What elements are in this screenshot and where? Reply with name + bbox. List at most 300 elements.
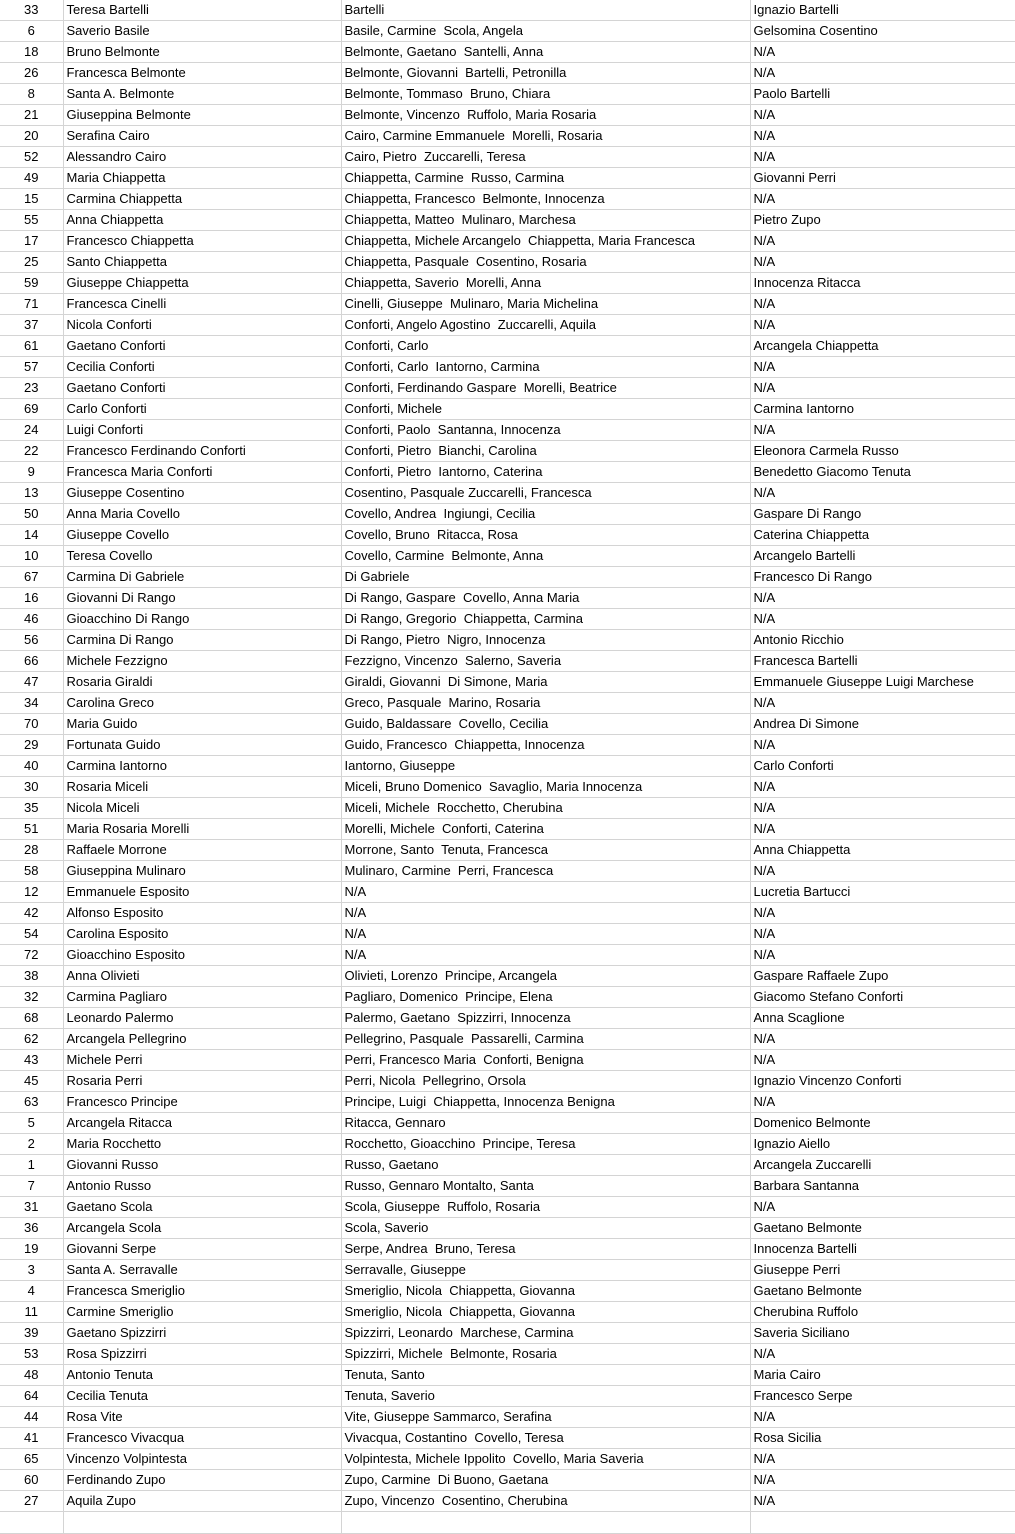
cell-id[interactable]: 62	[0, 1029, 63, 1050]
cell-spouse[interactable]: Maria Cairo	[750, 1365, 1015, 1386]
cell-name[interactable]: Giuseppe Covello	[63, 525, 341, 546]
cell-parents[interactable]: Conforti, Carlo	[341, 336, 750, 357]
cell-id[interactable]: 70	[0, 714, 63, 735]
cell-name[interactable]: Michele Fezzigno	[63, 651, 341, 672]
cell-spouse[interactable]: Carlo Conforti	[750, 756, 1015, 777]
cell-parents[interactable]: Greco, Pasquale Marino, Rosaria	[341, 693, 750, 714]
cell-id[interactable]: 31	[0, 1197, 63, 1218]
cell-parents[interactable]: Belmonte, Gaetano Santelli, Anna	[341, 42, 750, 63]
cell-id[interactable]: 5	[0, 1113, 63, 1134]
cell-spouse[interactable]: Arcangela Chiappetta	[750, 336, 1015, 357]
cell-parents[interactable]: Spizzirri, Leonardo Marchese, Carmina	[341, 1323, 750, 1344]
cell-spouse[interactable]: N/A	[750, 945, 1015, 966]
cell-name[interactable]: Maria Guido	[63, 714, 341, 735]
cell-spouse[interactable]: Caterina Chiappetta	[750, 525, 1015, 546]
cell-spouse[interactable]: N/A	[750, 483, 1015, 504]
cell-parents[interactable]: Scola, Saverio	[341, 1218, 750, 1239]
cell-id[interactable]: 54	[0, 924, 63, 945]
cell-parents[interactable]: Conforti, Pietro Iantorno, Caterina	[341, 462, 750, 483]
cell-spouse[interactable]: N/A	[750, 1050, 1015, 1071]
cell-spouse[interactable]: N/A	[750, 861, 1015, 882]
cell-id[interactable]: 29	[0, 735, 63, 756]
cell-id[interactable]: 10	[0, 546, 63, 567]
cell-spouse[interactable]: N/A	[750, 42, 1015, 63]
table-row	[0, 1008, 1015, 1029]
cell-name[interactable]: Anna Chiappetta	[63, 210, 341, 231]
cell-parents[interactable]: Guido, Francesco Chiappetta, Innocenza	[341, 735, 750, 756]
cell-spouse[interactable]: N/A	[750, 1344, 1015, 1365]
cell-name[interactable]: Giovanni Serpe	[63, 1239, 341, 1260]
cell-spouse[interactable]: Arcangela Zuccarelli	[750, 1155, 1015, 1176]
cell-id[interactable]: 30	[0, 777, 63, 798]
empty-cell[interactable]	[63, 1512, 341, 1534]
cell-spouse[interactable]: N/A	[750, 1029, 1015, 1050]
cell-parents[interactable]: Morrone, Santo Tenuta, Francesca	[341, 840, 750, 861]
cell-parents[interactable]: Scola, Giuseppe Ruffolo, Rosaria	[341, 1197, 750, 1218]
cell-id[interactable]: 71	[0, 294, 63, 315]
cell-name[interactable]: Giuseppe Chiappetta	[63, 273, 341, 294]
cell-spouse[interactable]: Gaetano Belmonte	[750, 1281, 1015, 1302]
cell-spouse[interactable]: Giovanni Perri	[750, 168, 1015, 189]
cell-parents[interactable]: Belmonte, Vincenzo Ruffolo, Maria Rosaria	[341, 105, 750, 126]
cell-spouse[interactable]: Giacomo Stefano Conforti	[750, 987, 1015, 1008]
cell-parents[interactable]: Di Rango, Pietro Nigro, Innocenza	[341, 630, 750, 651]
cell-name[interactable]: Gaetano Conforti	[63, 378, 341, 399]
cell-id[interactable]: 65	[0, 1449, 63, 1470]
cell-spouse[interactable]: Innocenza Ritacca	[750, 273, 1015, 294]
cell-parents[interactable]: Vite, Giuseppe Sammarco, Serafina	[341, 1407, 750, 1428]
cell-name[interactable]: Aquila Zupo	[63, 1491, 341, 1512]
cell-id[interactable]: 19	[0, 1239, 63, 1260]
cell-name[interactable]: Cecilia Tenuta	[63, 1386, 341, 1407]
cell-spouse[interactable]: Anna Chiappetta	[750, 840, 1015, 861]
cell-id[interactable]: 66	[0, 651, 63, 672]
cell-id[interactable]: 1	[0, 1155, 63, 1176]
cell-id[interactable]: 22	[0, 441, 63, 462]
cell-name[interactable]: Giovanni Russo	[63, 1155, 341, 1176]
cell-parents[interactable]: N/A	[341, 882, 750, 903]
cell-parents[interactable]: N/A	[341, 924, 750, 945]
cell-id[interactable]: 49	[0, 168, 63, 189]
cell-name[interactable]: Francesco Ferdinando Conforti	[63, 441, 341, 462]
cell-spouse[interactable]: N/A	[750, 819, 1015, 840]
cell-spouse[interactable]: N/A	[750, 189, 1015, 210]
cell-name[interactable]: Rosa Spizzirri	[63, 1344, 341, 1365]
cell-spouse[interactable]: N/A	[750, 63, 1015, 84]
table-row	[0, 63, 1015, 84]
cell-parents[interactable]: Rocchetto, Gioacchino Principe, Teresa	[341, 1134, 750, 1155]
cell-id[interactable]: 57	[0, 357, 63, 378]
cell-parents[interactable]: Perri, Francesco Maria Conforti, Benigna	[341, 1050, 750, 1071]
cell-name[interactable]: Francesca Maria Conforti	[63, 462, 341, 483]
cell-name[interactable]: Saverio Basile	[63, 21, 341, 42]
cell-id[interactable]: 41	[0, 1428, 63, 1449]
cell-name[interactable]: Carmina Iantorno	[63, 756, 341, 777]
cell-id[interactable]: 35	[0, 798, 63, 819]
cell-spouse[interactable]: Domenico Belmonte	[750, 1113, 1015, 1134]
cell-name[interactable]: Gaetano Scola	[63, 1197, 341, 1218]
cell-id[interactable]: 68	[0, 1008, 63, 1029]
cell-name[interactable]: Carolina Greco	[63, 693, 341, 714]
cell-name[interactable]: Arcangela Pellegrino	[63, 1029, 341, 1050]
cell-spouse[interactable]: Ignazio Aiello	[750, 1134, 1015, 1155]
cell-id[interactable]: 7	[0, 1176, 63, 1197]
cell-name[interactable]: Nicola Conforti	[63, 315, 341, 336]
cell-parents[interactable]: Belmonte, Tommaso Bruno, Chiara	[341, 84, 750, 105]
cell-name[interactable]: Gaetano Spizzirri	[63, 1323, 341, 1344]
cell-id[interactable]: 55	[0, 210, 63, 231]
cell-name[interactable]: Anna Maria Covello	[63, 504, 341, 525]
cell-spouse[interactable]: Francesco Di Rango	[750, 567, 1015, 588]
cell-spouse[interactable]: N/A	[750, 1197, 1015, 1218]
cell-spouse[interactable]: Giuseppe Perri	[750, 1260, 1015, 1281]
cell-spouse[interactable]: N/A	[750, 1407, 1015, 1428]
cell-parents[interactable]: Miceli, Michele Rocchetto, Cherubina	[341, 798, 750, 819]
cell-spouse[interactable]: N/A	[750, 294, 1015, 315]
cell-parents[interactable]: Di Gabriele	[341, 567, 750, 588]
cell-parents[interactable]: Pellegrino, Pasquale Passarelli, Carmina	[341, 1029, 750, 1050]
cell-id[interactable]: 4	[0, 1281, 63, 1302]
cell-id[interactable]: 15	[0, 189, 63, 210]
cell-parents[interactable]: Iantorno, Giuseppe	[341, 756, 750, 777]
cell-id[interactable]: 45	[0, 1071, 63, 1092]
cell-parents[interactable]: Tenuta, Saverio	[341, 1386, 750, 1407]
cell-spouse[interactable]: N/A	[750, 777, 1015, 798]
cell-spouse[interactable]: Antonio Ricchio	[750, 630, 1015, 651]
cell-name[interactable]: Teresa Covello	[63, 546, 341, 567]
cell-spouse[interactable]: N/A	[750, 588, 1015, 609]
cell-parents[interactable]: N/A	[341, 945, 750, 966]
cell-id[interactable]: 28	[0, 840, 63, 861]
cell-spouse[interactable]: Saveria Siciliano	[750, 1323, 1015, 1344]
cell-name[interactable]: Serafina Cairo	[63, 126, 341, 147]
cell-parents[interactable]: Basile, Carmine Scola, Angela	[341, 21, 750, 42]
cell-parents[interactable]: Mulinaro, Carmine Perri, Francesca	[341, 861, 750, 882]
cell-parents[interactable]: Chiappetta, Carmine Russo, Carmina	[341, 168, 750, 189]
cell-parents[interactable]: Palermo, Gaetano Spizzirri, Innocenza	[341, 1008, 750, 1029]
cell-name[interactable]: Rosaria Miceli	[63, 777, 341, 798]
cell-spouse[interactable]: Anna Scaglione	[750, 1008, 1015, 1029]
empty-cell[interactable]	[0, 1512, 63, 1534]
cell-id[interactable]: 9	[0, 462, 63, 483]
cell-parents[interactable]: Cosentino, Pasquale Zuccarelli, Francesca	[341, 483, 750, 504]
cell-spouse[interactable]: Emmanuele Giuseppe Luigi Marchese	[750, 672, 1015, 693]
cell-name[interactable]: Maria Rosaria Morelli	[63, 819, 341, 840]
cell-name[interactable]: Santa A. Serravalle	[63, 1260, 341, 1281]
cell-spouse[interactable]: N/A	[750, 1470, 1015, 1491]
cell-parents[interactable]: Cairo, Pietro Zuccarelli, Teresa	[341, 147, 750, 168]
cell-parents[interactable]: Russo, Gennaro Montalto, Santa	[341, 1176, 750, 1197]
cell-spouse[interactable]: Francesco Serpe	[750, 1386, 1015, 1407]
cell-id[interactable]: 51	[0, 819, 63, 840]
cell-id[interactable]: 8	[0, 84, 63, 105]
cell-parents[interactable]: Cairo, Carmine Emmanuele Morelli, Rosaria	[341, 126, 750, 147]
cell-name[interactable]: Gaetano Conforti	[63, 336, 341, 357]
cell-parents[interactable]: Zupo, Vincenzo Cosentino, Cherubina	[341, 1491, 750, 1512]
cell-id[interactable]: 59	[0, 273, 63, 294]
cell-id[interactable]: 67	[0, 567, 63, 588]
table-row	[0, 1386, 1015, 1407]
cell-parents[interactable]: Cinelli, Giuseppe Mulinaro, Maria Michelina	[341, 294, 750, 315]
cell-parents[interactable]: Miceli, Bruno Domenico Savaglio, Maria Innocenza	[341, 777, 750, 798]
cell-id[interactable]: 47	[0, 672, 63, 693]
cell-name[interactable]: Carmina Pagliaro	[63, 987, 341, 1008]
cell-id[interactable]: 39	[0, 1323, 63, 1344]
cell-spouse[interactable]: N/A	[750, 147, 1015, 168]
cell-parents[interactable]: Smeriglio, Nicola Chiappetta, Giovanna	[341, 1281, 750, 1302]
cell-id[interactable]: 61	[0, 336, 63, 357]
cell-name[interactable]: Bruno Belmonte	[63, 42, 341, 63]
cell-parents[interactable]: Giraldi, Giovanni Di Simone, Maria	[341, 672, 750, 693]
cell-id[interactable]: 56	[0, 630, 63, 651]
table-row	[0, 420, 1015, 441]
cell-parents[interactable]: Conforti, Angelo Agostino Zuccarelli, Aquila	[341, 315, 750, 336]
cell-name[interactable]: Giovanni Di Rango	[63, 588, 341, 609]
cell-spouse[interactable]: Gelsomina Cosentino	[750, 21, 1015, 42]
cell-parents[interactable]: Olivieti, Lorenzo Principe, Arcangela	[341, 966, 750, 987]
cell-id[interactable]: 18	[0, 42, 63, 63]
cell-id[interactable]: 52	[0, 147, 63, 168]
cell-id[interactable]: 14	[0, 525, 63, 546]
cell-name[interactable]: Francesca Cinelli	[63, 294, 341, 315]
cell-id[interactable]: 33	[0, 0, 63, 21]
empty-cell[interactable]	[341, 1512, 750, 1534]
cell-parents[interactable]: Covello, Bruno Ritacca, Rosa	[341, 525, 750, 546]
cell-name[interactable]: Rosaria Giraldi	[63, 672, 341, 693]
cell-spouse[interactable]: Andrea Di Simone	[750, 714, 1015, 735]
cell-id[interactable]: 38	[0, 966, 63, 987]
cell-id[interactable]: 11	[0, 1302, 63, 1323]
cell-id[interactable]: 60	[0, 1470, 63, 1491]
cell-name[interactable]: Giuseppina Belmonte	[63, 105, 341, 126]
cell-spouse[interactable]: Barbara Santanna	[750, 1176, 1015, 1197]
cell-parents[interactable]: N/A	[341, 903, 750, 924]
cell-name[interactable]: Fortunata Guido	[63, 735, 341, 756]
cell-parents[interactable]: Bartelli	[341, 0, 750, 21]
cell-parents[interactable]: Chiappetta, Pasquale Cosentino, Rosaria	[341, 252, 750, 273]
cell-name[interactable]: Antonio Russo	[63, 1176, 341, 1197]
cell-name[interactable]: Francesca Smeriglio	[63, 1281, 341, 1302]
cell-id[interactable]: 64	[0, 1386, 63, 1407]
cell-spouse[interactable]: Lucretia Bartucci	[750, 882, 1015, 903]
cell-spouse[interactable]: Benedetto Giacomo Tenuta	[750, 462, 1015, 483]
cell-spouse[interactable]: N/A	[750, 105, 1015, 126]
cell-parents[interactable]: Conforti, Carlo Iantorno, Carmina	[341, 357, 750, 378]
cell-spouse[interactable]: N/A	[750, 924, 1015, 945]
cell-name[interactable]: Arcangela Scola	[63, 1218, 341, 1239]
cell-parents[interactable]: Conforti, Ferdinando Gaspare Morelli, Beatrice	[341, 378, 750, 399]
cell-parents[interactable]: Conforti, Paolo Santanna, Innocenza	[341, 420, 750, 441]
cell-parents[interactable]: Tenuta, Santo	[341, 1365, 750, 1386]
cell-parents[interactable]: Guido, Baldassare Covello, Cecilia	[341, 714, 750, 735]
cell-spouse[interactable]: N/A	[750, 609, 1015, 630]
cell-name[interactable]: Arcangela Ritacca	[63, 1113, 341, 1134]
cell-parents[interactable]: Chiappetta, Michele Arcangelo Chiappetta, Maria Francesca	[341, 231, 750, 252]
cell-spouse[interactable]: N/A	[750, 378, 1015, 399]
table-row	[0, 1260, 1015, 1281]
cell-spouse[interactable]: Pietro Zupo	[750, 210, 1015, 231]
cell-parents[interactable]: Morelli, Michele Conforti, Caterina	[341, 819, 750, 840]
cell-name[interactable]: Emmanuele Esposito	[63, 882, 341, 903]
table-row	[0, 672, 1015, 693]
cell-id[interactable]: 43	[0, 1050, 63, 1071]
cell-id[interactable]: 40	[0, 756, 63, 777]
cell-spouse[interactable]: Rosa Sicilia	[750, 1428, 1015, 1449]
cell-name[interactable]: Maria Chiappetta	[63, 168, 341, 189]
cell-name[interactable]: Antonio Tenuta	[63, 1365, 341, 1386]
cell-id[interactable]: 24	[0, 420, 63, 441]
cell-parents[interactable]: Perri, Nicola Pellegrino, Orsola	[341, 1071, 750, 1092]
cell-id[interactable]: 37	[0, 315, 63, 336]
cell-parents[interactable]: Pagliaro, Domenico Principe, Elena	[341, 987, 750, 1008]
cell-parents[interactable]: Di Rango, Gregorio Chiappetta, Carmina	[341, 609, 750, 630]
cell-name[interactable]: Carmina Di Rango	[63, 630, 341, 651]
cell-spouse[interactable]: N/A	[750, 1092, 1015, 1113]
cell-spouse[interactable]: Cherubina Ruffolo	[750, 1302, 1015, 1323]
cell-id[interactable]: 16	[0, 588, 63, 609]
cell-parents[interactable]: Spizzirri, Michele Belmonte, Rosaria	[341, 1344, 750, 1365]
cell-parents[interactable]: Conforti, Michele	[341, 399, 750, 420]
table-row	[0, 273, 1015, 294]
cell-id[interactable]: 72	[0, 945, 63, 966]
cell-id[interactable]: 48	[0, 1365, 63, 1386]
cell-spouse[interactable]: Gaspare Raffaele Zupo	[750, 966, 1015, 987]
cell-spouse[interactable]: N/A	[750, 1491, 1015, 1512]
cell-parents[interactable]: Volpintesta, Michele Ippolito Covello, Maria Saveria	[341, 1449, 750, 1470]
cell-parents[interactable]: Belmonte, Giovanni Bartelli, Petronilla	[341, 63, 750, 84]
cell-id[interactable]: 17	[0, 231, 63, 252]
cell-id[interactable]: 69	[0, 399, 63, 420]
cell-id[interactable]: 2	[0, 1134, 63, 1155]
cell-parents[interactable]: Russo, Gaetano	[341, 1155, 750, 1176]
cell-spouse[interactable]: N/A	[750, 903, 1015, 924]
cell-spouse[interactable]: N/A	[750, 1449, 1015, 1470]
cell-name[interactable]: Carolina Esposito	[63, 924, 341, 945]
cell-name[interactable]: Santa A. Belmonte	[63, 84, 341, 105]
cell-name[interactable]: Francesco Vivacqua	[63, 1428, 341, 1449]
cell-parents[interactable]: Di Rango, Gaspare Covello, Anna Maria	[341, 588, 750, 609]
cell-parents[interactable]: Smeriglio, Nicola Chiappetta, Giovanna	[341, 1302, 750, 1323]
cell-name[interactable]: Carlo Conforti	[63, 399, 341, 420]
cell-name[interactable]: Alessandro Cairo	[63, 147, 341, 168]
cell-parents[interactable]: Chiappetta, Saverio Morelli, Anna	[341, 273, 750, 294]
cell-name[interactable]: Alfonso Esposito	[63, 903, 341, 924]
cell-name[interactable]: Michele Perri	[63, 1050, 341, 1071]
cell-spouse[interactable]: N/A	[750, 231, 1015, 252]
cell-name[interactable]: Leonardo Palermo	[63, 1008, 341, 1029]
cell-id[interactable]: 50	[0, 504, 63, 525]
cell-id[interactable]: 53	[0, 1344, 63, 1365]
cell-name[interactable]: Gioacchino Esposito	[63, 945, 341, 966]
table-row	[0, 1050, 1015, 1071]
cell-id[interactable]: 27	[0, 1491, 63, 1512]
cell-name[interactable]: Carmine Smeriglio	[63, 1302, 341, 1323]
cell-name[interactable]: Santo Chiappetta	[63, 252, 341, 273]
cell-spouse[interactable]: Innocenza Bartelli	[750, 1239, 1015, 1260]
cell-id[interactable]: 32	[0, 987, 63, 1008]
cell-name[interactable]: Luigi Conforti	[63, 420, 341, 441]
cell-spouse[interactable]: N/A	[750, 315, 1015, 336]
cell-id[interactable]: 26	[0, 63, 63, 84]
cell-spouse[interactable]: Ignazio Vincenzo Conforti	[750, 1071, 1015, 1092]
cell-id[interactable]: 6	[0, 21, 63, 42]
cell-parents[interactable]: Zupo, Carmine Di Buono, Gaetana	[341, 1470, 750, 1491]
cell-id[interactable]: 58	[0, 861, 63, 882]
cell-spouse[interactable]: Ignazio Bartelli	[750, 0, 1015, 21]
cell-spouse[interactable]: N/A	[750, 357, 1015, 378]
cell-name[interactable]: Rosa Vite	[63, 1407, 341, 1428]
empty-cell[interactable]	[750, 1512, 1015, 1534]
cell-name[interactable]: Anna Olivieti	[63, 966, 341, 987]
cell-name[interactable]: Ferdinando Zupo	[63, 1470, 341, 1491]
cell-spouse[interactable]: Gaetano Belmonte	[750, 1218, 1015, 1239]
cell-parents[interactable]: Vivacqua, Costantino Covello, Teresa	[341, 1428, 750, 1449]
cell-parents[interactable]: Covello, Carmine Belmonte, Anna	[341, 546, 750, 567]
cell-id[interactable]: 36	[0, 1218, 63, 1239]
cell-id[interactable]: 3	[0, 1260, 63, 1281]
cell-name[interactable]: Vincenzo Volpintesta	[63, 1449, 341, 1470]
cell-spouse[interactable]: Francesca Bartelli	[750, 651, 1015, 672]
cell-name[interactable]: Giuseppina Mulinaro	[63, 861, 341, 882]
cell-parents[interactable]: Covello, Andrea Ingiungi, Cecilia	[341, 504, 750, 525]
cell-spouse[interactable]: Paolo Bartelli	[750, 84, 1015, 105]
cell-id[interactable]: 23	[0, 378, 63, 399]
cell-name[interactable]: Nicola Miceli	[63, 798, 341, 819]
cell-parents[interactable]: Serpe, Andrea Bruno, Teresa	[341, 1239, 750, 1260]
cell-spouse[interactable]: Gaspare Di Rango	[750, 504, 1015, 525]
cell-parents[interactable]: Chiappetta, Matteo Mulinaro, Marchesa	[341, 210, 750, 231]
cell-id[interactable]: 34	[0, 693, 63, 714]
cell-parents[interactable]: Conforti, Pietro Bianchi, Carolina	[341, 441, 750, 462]
cell-parents[interactable]: Ritacca, Gennaro	[341, 1113, 750, 1134]
cell-parents[interactable]: Chiappetta, Francesco Belmonte, Innocenza	[341, 189, 750, 210]
cell-id[interactable]: 42	[0, 903, 63, 924]
cell-id[interactable]: 20	[0, 126, 63, 147]
cell-name[interactable]: Gioacchino Di Rango	[63, 609, 341, 630]
cell-spouse[interactable]: N/A	[750, 252, 1015, 273]
cell-parents[interactable]: Fezzigno, Vincenzo Salerno, Saveria	[341, 651, 750, 672]
cell-name[interactable]: Francesco Chiappetta	[63, 231, 341, 252]
cell-spouse[interactable]: N/A	[750, 420, 1015, 441]
cell-spouse[interactable]: Eleonora Carmela Russo	[750, 441, 1015, 462]
cell-id[interactable]: 44	[0, 1407, 63, 1428]
cell-name[interactable]: Maria Rocchetto	[63, 1134, 341, 1155]
cell-name[interactable]: Carmina Di Gabriele	[63, 567, 341, 588]
cell-name[interactable]: Raffaele Morrone	[63, 840, 341, 861]
cell-spouse[interactable]: N/A	[750, 798, 1015, 819]
cell-name[interactable]: Francesco Principe	[63, 1092, 341, 1113]
cell-id[interactable]: 12	[0, 882, 63, 903]
cell-spouse[interactable]: N/A	[750, 735, 1015, 756]
cell-id[interactable]: 25	[0, 252, 63, 273]
cell-id[interactable]: 13	[0, 483, 63, 504]
cell-name[interactable]: Rosaria Perri	[63, 1071, 341, 1092]
cell-name[interactable]: Francesca Belmonte	[63, 63, 341, 84]
cell-spouse[interactable]: Carmina Iantorno	[750, 399, 1015, 420]
cell-id[interactable]: 63	[0, 1092, 63, 1113]
cell-parents[interactable]: Principe, Luigi Chiappetta, Innocenza Benigna	[341, 1092, 750, 1113]
cell-name[interactable]: Giuseppe Cosentino	[63, 483, 341, 504]
cell-name[interactable]: Teresa Bartelli	[63, 0, 341, 21]
cell-name[interactable]: Cecilia Conforti	[63, 357, 341, 378]
cell-id[interactable]: 21	[0, 105, 63, 126]
cell-id[interactable]: 46	[0, 609, 63, 630]
cell-spouse[interactable]: N/A	[750, 126, 1015, 147]
cell-spouse[interactable]: N/A	[750, 693, 1015, 714]
cell-name[interactable]: Carmina Chiappetta	[63, 189, 341, 210]
cell-parents[interactable]: Serravalle, Giuseppe	[341, 1260, 750, 1281]
cell-spouse[interactable]: Arcangelo Bartelli	[750, 546, 1015, 567]
